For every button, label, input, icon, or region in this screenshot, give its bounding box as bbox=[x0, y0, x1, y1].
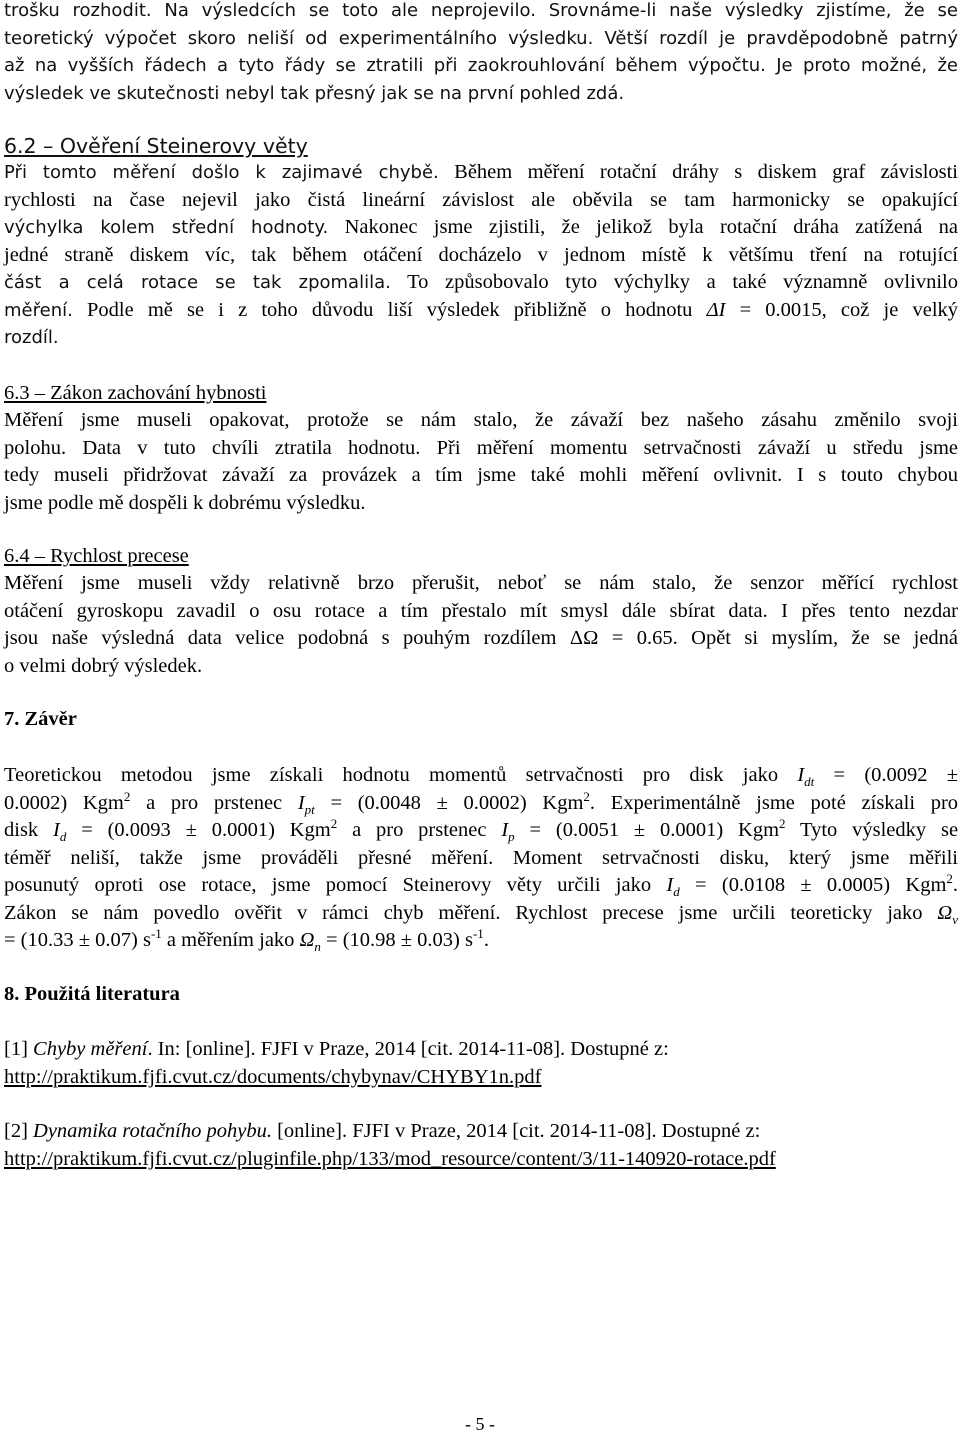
text-line: až na vyšších řádech a tyto řády se ztratili při zaokrouhlování během výpočtu. Je proto možné, že bbox=[4, 55, 958, 76]
section-6-3-paragraph bbox=[4, 407, 958, 517]
page-number: - 5 - bbox=[465, 1414, 495, 1434]
text-line: = (10.33 ± 0.07) $s^{-1}$ a měřením jako $\Omega_n = (10.98 \pm 0.03)$ $s^{-1}$. bbox=[4, 926, 489, 955]
text-line: Zákon se nám povedlo ověřit v rámci chyb měření. Rychlost precese jsme určili teoreticky jako $\Omega_v$ bbox=[4, 901, 959, 927]
reference-1 bbox=[4, 1036, 958, 1091]
section-6-2-heading: 6.2 – Ověření Steinerovy věty bbox=[4, 134, 308, 158]
section-6-4-paragraph bbox=[4, 570, 958, 680]
section-8-heading: 8. Použitá literatura bbox=[4, 983, 180, 1005]
text-line: jedné straně diskem víc, tak během otáčení docházelo v jednom místě k většímu tření na rotující bbox=[4, 243, 958, 266]
text-line: disk $I_d = (0.0093 \pm 0.0001)$ Kgm$^2$ a pro prstenec $I_p = (0.0051 \pm 0.0001)$ Kgm$^2$ Tyto výsledky se bbox=[4, 816, 959, 845]
reference-2-link[interactable]: http://praktikum.fjfi.cvut.cz/pluginfile.php/133/mod_resource/content/3/11-140920-rotace.pdf bbox=[4, 1147, 776, 1170]
text-line: téměř neliší, takže jsme prováděli přesné měření. Moment setrvačnosti disku, který jsme měřili bbox=[4, 846, 958, 869]
text-line: rozdíl. bbox=[4, 327, 59, 348]
intro-paragraph bbox=[4, 0, 958, 107]
section-6-3-heading: 6.3 – Zákon zachování hybnosti bbox=[4, 382, 267, 404]
text-line: tedy museli přidržovat závaží za provázek a tím jsme také mohli měření ovlivnit. I s touto chybou bbox=[4, 464, 958, 486]
text-line: Měření jsme museli opakovat, protože se nám stalo, že závaží bez našeho zásahu změnilo svoji bbox=[4, 409, 958, 431]
text-line: rychlosti na čase nejevil jako čistá lineární závislost ale oběvila se tam harmonicky se opakující bbox=[4, 188, 958, 211]
reference-1-citation: [1] Chyby měření. In: [online]. FJFI v Praze, 2014 [cit. 2014-11-08]. Dostupné z: bbox=[4, 1038, 669, 1060]
section-6-2-paragraph bbox=[4, 159, 958, 352]
section-6-4-heading: 6.4 – Rychlost precese bbox=[4, 545, 189, 567]
text-line: jsme podle mě dospěli k dobrému výsledku. bbox=[4, 491, 366, 514]
text-line: o velmi dobrý výsledek. bbox=[4, 654, 203, 677]
text-line: otáčení gyroskopu zavadil o osu rotace a tím přestalo mít smysl dále sbírat data. I přes tento nezdar bbox=[4, 599, 958, 622]
text-line: 0.0002) Kgm$^2$ a pro prstenec $I_{pt} = (0.0048 \pm 0.0002)$ Kgm$^2$. Experimentálně jsme poté získali pro bbox=[4, 788, 959, 817]
section-7-heading: 7. Závěr bbox=[4, 708, 77, 730]
text-line: polohu. Data v tuto chvíli ztratila hodnotu. Při měření momentu setrvačnosti závaží u středu jsme bbox=[4, 436, 959, 459]
reference-1-link[interactable]: http://praktikum.fjfi.cvut.cz/documents/chybynav/CHYBY1n.pdf bbox=[4, 1065, 542, 1088]
text-line: posunutý oproti ose rotace, jsme pomocí Steinerovy věty určili jako $I_d = (0.0108 \pm 0.0005)$ Kgm$^2$. bbox=[4, 871, 959, 900]
text-line: jsou naše výsledná data velice podobná s pouhým rozdílem ΔΩ = 0.65. Opět si myslím, že se jedná bbox=[4, 627, 959, 649]
text-line: Měření jsme museli vždy relativně brzo přerušit, neboť se nám stalo, že senzor měřící rychlost bbox=[4, 572, 958, 594]
text-line: výsledek ve skutečnosti nebyl tak přesný jak se na první pohled zdá. bbox=[4, 82, 625, 104]
text-line: Při tomto měření došlo k zajimavé chybě. Během měření rotační dráhy s diskem graf závislosti bbox=[4, 161, 959, 183]
text-line: výchylka kolem střední hodnoty. Nakonec jsme zjistili, že jelikož byla rotační dráha zatížená na bbox=[4, 216, 959, 238]
text-line: teoretický výpočet skoro neliší od experimentálního výsledku. Větší rozdíl je pravděpodobně patrný bbox=[4, 27, 958, 49]
text-line: trošku rozhodit. Na výsledcích se toto ale neprojevilo. Srovnáme-li naše výsledky zjistíme, že se bbox=[4, 0, 958, 21]
text-line: část a celá rotace se tak zpomalila. To způsobovalo tyto výchylky a také významně ovlivnilo bbox=[4, 271, 958, 293]
text-line: Teoretickou metodou jsme získali hodnotu momentů setrvačnosti pro disk jako $I_{dt} = (0.0092$ ± bbox=[4, 764, 959, 790]
reference-2-citation: [2] Dynamika rotačního pohybu. [online]. FJFI v Praze, 2014 [cit. 2014-11-08]. Dostupné z: bbox=[4, 1120, 761, 1142]
text-line: měření. Podle mě se i z toho důvodu liší výsledek přibližně o hodnotu ΔI = 0.0015, což je velký bbox=[4, 298, 959, 321]
section-7-paragraph bbox=[4, 762, 958, 955]
reference-2 bbox=[4, 1118, 958, 1173]
